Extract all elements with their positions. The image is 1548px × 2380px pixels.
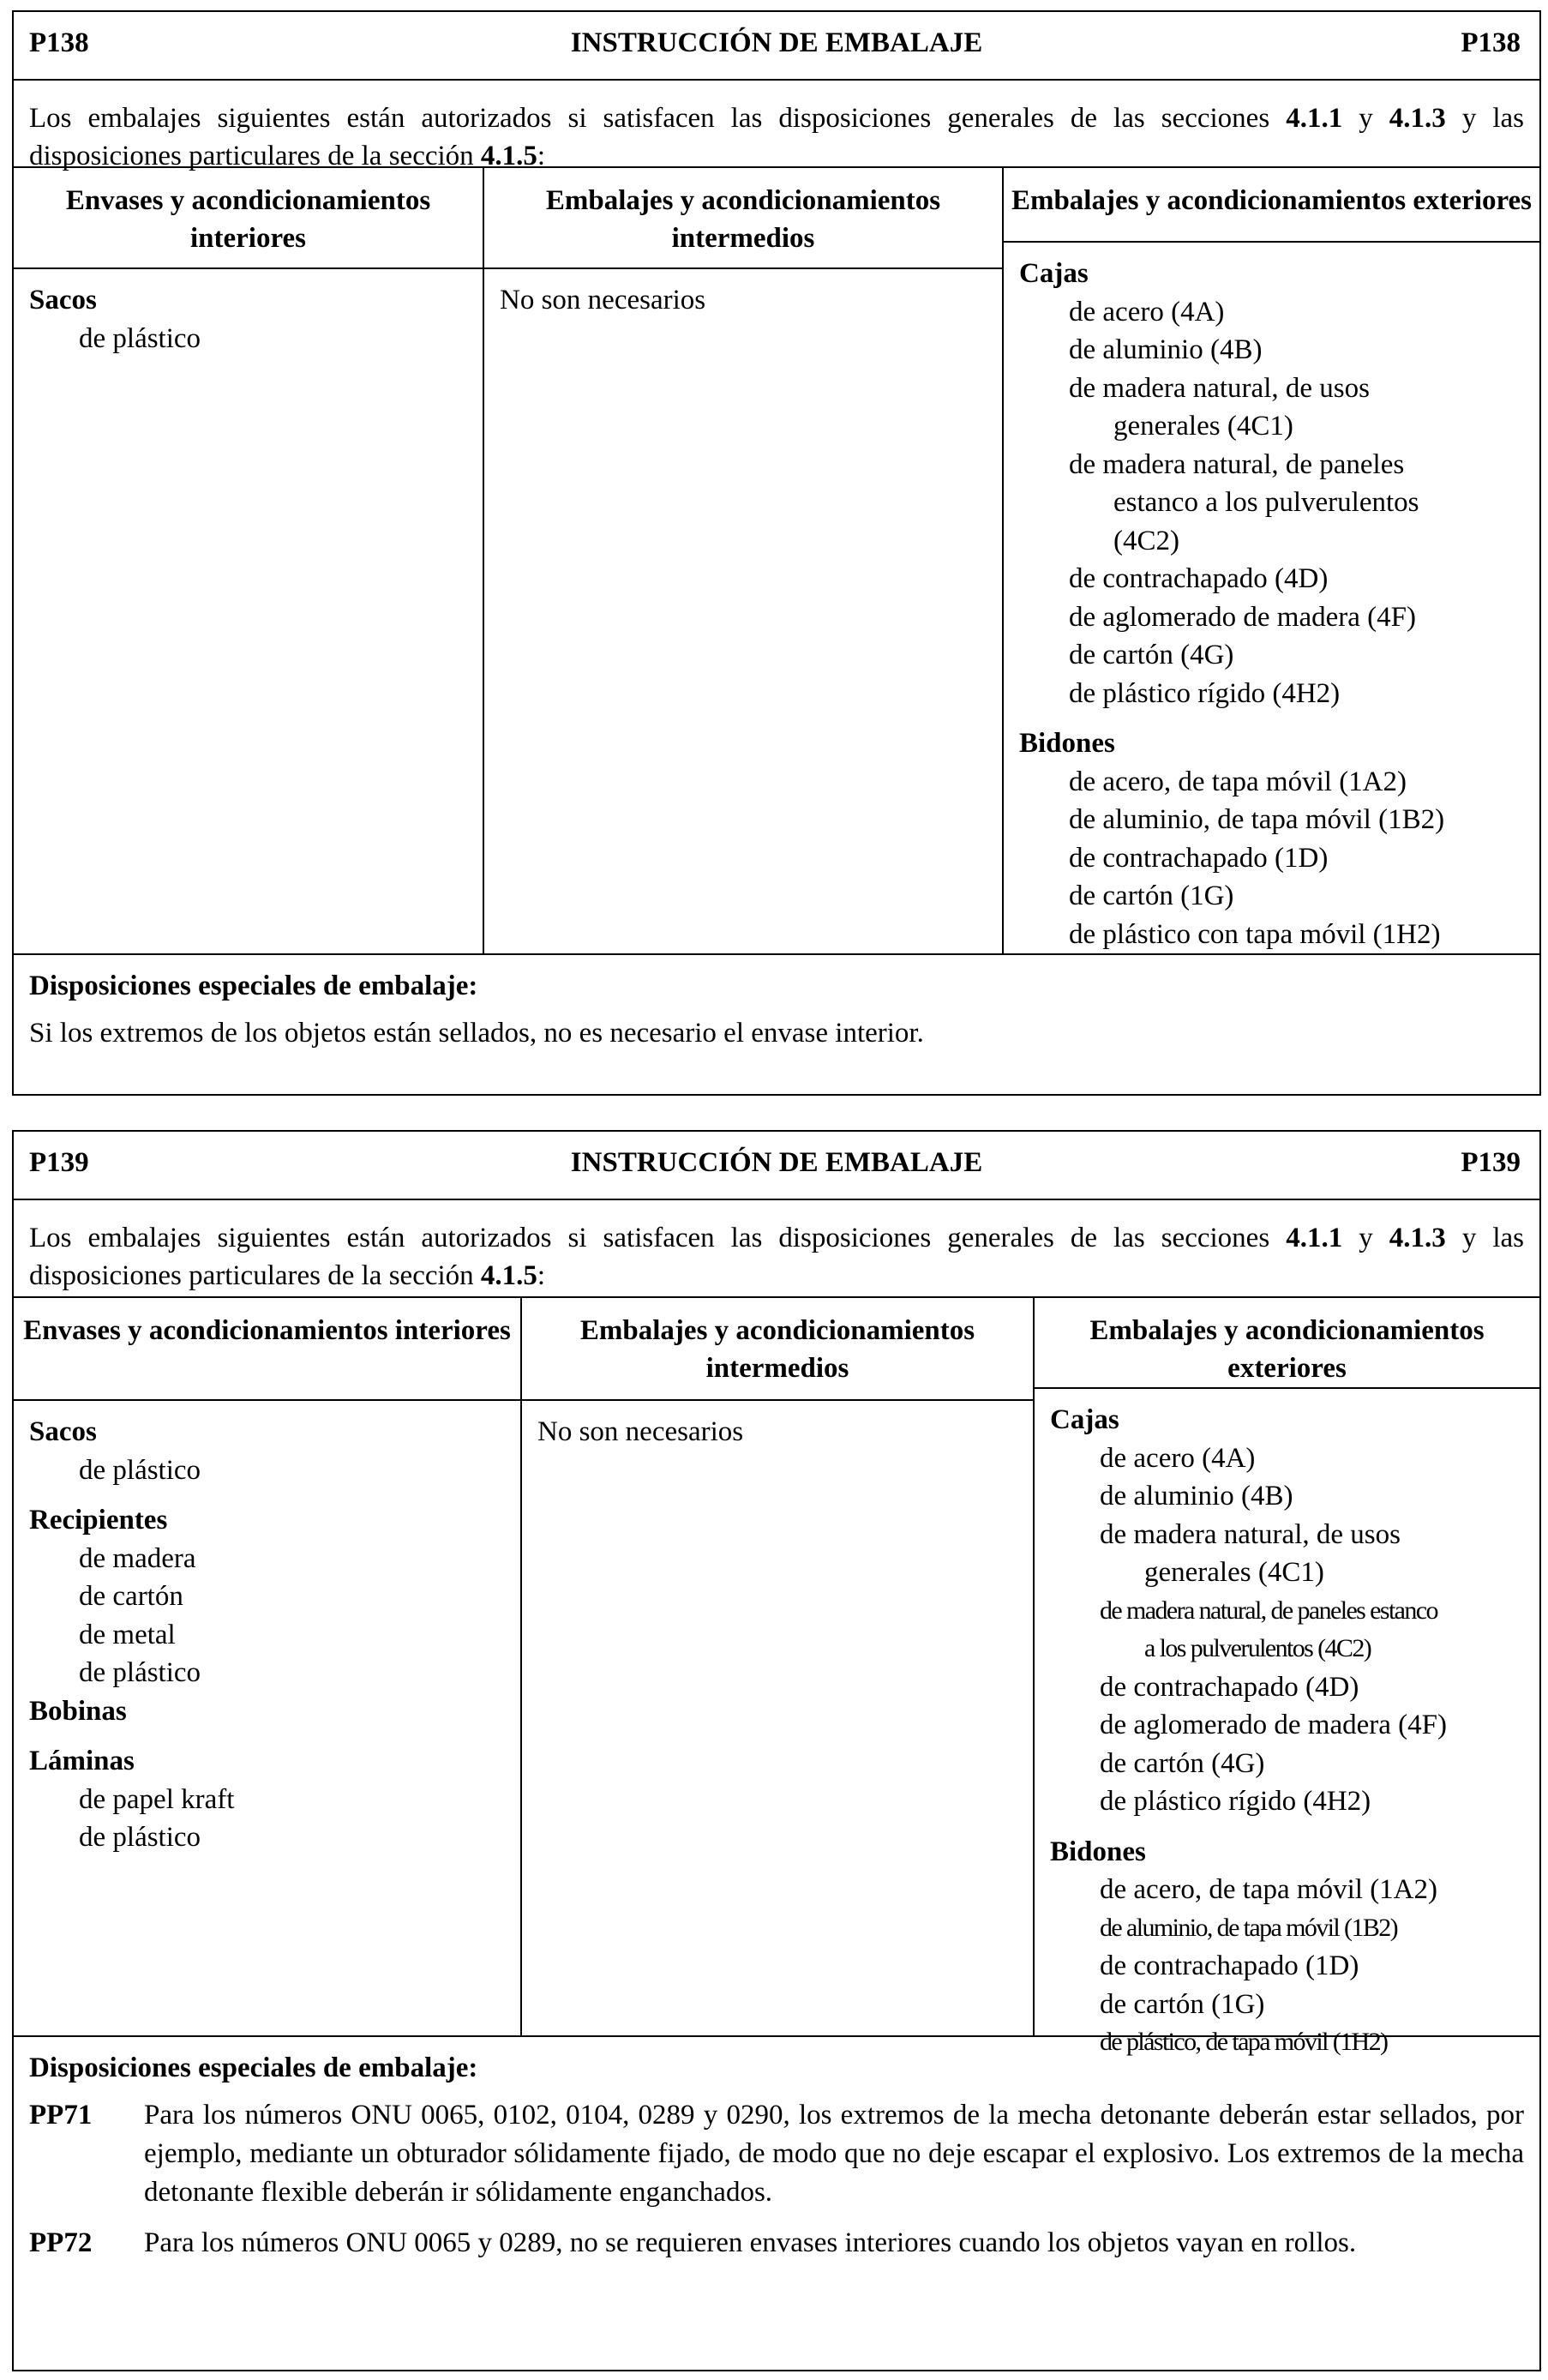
group-cajas: Cajas: [1019, 258, 1089, 289]
list-item: de contrachapado (4D): [1069, 563, 1329, 594]
list-item: de aluminio (4B): [1069, 334, 1263, 365]
column-outer: [1035, 1298, 1539, 2056]
list-item: de madera natural, de usos: [1069, 372, 1370, 404]
provision-pp72: [29, 2224, 1524, 2263]
instruction-title: INSTRUCCIÓN DE EMBALAJE: [570, 1147, 983, 1178]
packaging-columns: [14, 1298, 1539, 2056]
list-item: de aluminio (4B): [1100, 1481, 1293, 1512]
column-intermediate: [484, 168, 1004, 953]
list-item: de acero, de tapa móvil (1A2): [1069, 766, 1407, 797]
list-item: de cartón (1G): [1069, 880, 1234, 911]
list-item: de madera natural, de paneles estanco: [1100, 1596, 1437, 1625]
special-provisions-title: Disposiciones especiales de embalaje:: [29, 2052, 478, 2083]
group-sacos: Sacos: [29, 285, 97, 316]
intro-text: y las disposiciones particulares de la sección: [29, 1223, 1525, 1291]
list-item: generales (4C1): [1113, 411, 1293, 442]
list-item: estanco a los pulverulentos: [1113, 487, 1419, 518]
group-bidones: Bidones: [1019, 728, 1115, 759]
provision-text: Para los números ONU 0065 y 0289, no se requieren envases interiores cuando los objetos vayan en rollos.: [144, 2227, 1357, 2258]
intro-text: y: [1342, 103, 1389, 134]
group-sacos: Sacos: [29, 1416, 97, 1447]
list-item: de acero, de tapa móvil (1A2): [1100, 1874, 1438, 1905]
column-outer: [1004, 168, 1539, 953]
group-recipientes: Recipientes: [29, 1505, 168, 1536]
column-header-intermediate: Embalajes y acondicionamientos intermedios: [522, 1298, 1033, 1401]
list-item: de cartón (1G): [1100, 1988, 1265, 2020]
instruction-header: [14, 1132, 1539, 1200]
list-item: de plástico, de tapa móvil (1H2): [1100, 2028, 1388, 2056]
special-provisions-text: Si los extremos de los objetos están sellados, no es necesario el envase interior.: [29, 1018, 924, 1049]
intro-text: :: [537, 1260, 546, 1291]
column-body-intermediate: [522, 1401, 1033, 2035]
list-item: de plástico rígido (4H2): [1069, 677, 1341, 709]
list-item: de metal: [79, 1619, 176, 1650]
column-header-inner: Envases y acondicionamientos interiores: [14, 168, 483, 269]
list-item: de madera natural, de usos: [1100, 1518, 1401, 1550]
section-ref: 4.1.1: [1286, 103, 1343, 134]
list-item: a los pulverulentos (4C2): [1144, 1634, 1371, 1662]
packing-instruction-p138: [12, 10, 1541, 1096]
column-intermediate: [522, 1298, 1035, 2035]
instruction-code-right: P138: [1461, 27, 1521, 58]
list-item: generales (4C1): [1144, 1557, 1324, 1588]
instruction-code-left: P138: [29, 27, 89, 58]
list-item: de plástico: [79, 322, 201, 354]
column-body-outer: [1035, 1389, 1539, 2062]
intro-paragraph: [14, 1200, 1539, 1298]
column-header-intermediate: Embalajes y acondicionamientos intermedios: [484, 168, 1002, 269]
instruction-header: [14, 12, 1539, 81]
list-item: de plástico rígido (4H2): [1100, 1786, 1371, 1817]
intermediate-text: No son necesarios: [537, 1416, 744, 1447]
list-item: de papel kraft: [79, 1783, 235, 1815]
column-header-outer: Embalajes y acondicionamientos exteriores: [1004, 168, 1539, 243]
list-item: de aluminio, de tapa móvil (1B2): [1069, 804, 1445, 835]
packing-instruction-p139: [12, 1130, 1541, 2371]
list-item: (4C2): [1113, 525, 1179, 556]
intro-text: :: [537, 141, 546, 171]
provision-code: PP71: [29, 2100, 93, 2131]
list-item: de plástico: [79, 1657, 201, 1688]
list-item: de contrachapado (1D): [1100, 1950, 1359, 1981]
instruction-code-right: P139: [1461, 1147, 1521, 1178]
provision-code: PP72: [29, 2227, 93, 2258]
list-item: de aglomerado de madera (4F): [1069, 601, 1416, 633]
list-item: de contrachapado (1D): [1069, 842, 1329, 874]
list-item: de madera: [79, 1542, 196, 1574]
list-item: de plástico: [79, 1454, 201, 1486]
column-body-inner: [14, 1401, 520, 2035]
list-item: de cartón (4G): [1100, 1747, 1265, 1779]
column-header-inner: Envases y acondicionamientos interiores: [14, 1298, 520, 1401]
provision-text: Para los números ONU 0065, 0102, 0104, 0289 y 0290, los extremos de la mecha detonante deberán estar sellados, por ejemplo, mediante un obturador sólidamente fijado, de modo que no deje escapar el explosivo. Los extremos de la mecha detonante flexible deberán ir sólidamente enganchados.: [144, 2100, 1524, 2208]
intro-paragraph: [14, 81, 1539, 171]
list-item: de plástico con tapa móvil (1H2): [1069, 918, 1441, 950]
special-provisions: [14, 2037, 1539, 2263]
list-item: de cartón (4G): [1069, 640, 1234, 670]
section-ref: 4.1.3: [1389, 1223, 1446, 1253]
intro-text: y: [1342, 1223, 1389, 1253]
special-provisions: [14, 955, 1539, 1053]
group-bidones: Bidones: [1050, 1836, 1146, 1867]
column-body-outer: [1004, 243, 1539, 953]
list-item: de madera natural, de paneles: [1069, 448, 1405, 480]
list-item: de cartón: [79, 1581, 183, 1612]
section-ref: 4.1.5: [480, 1260, 537, 1291]
list-item: de contrachapado (4D): [1100, 1671, 1359, 1703]
provision-pp71: [29, 2096, 1524, 2212]
instruction-code-left: P139: [29, 1147, 89, 1178]
intermediate-text: No son necesarios: [500, 285, 706, 316]
intro-text: y las disposiciones particulares de la sección: [29, 103, 1525, 171]
list-item: de plástico: [79, 1822, 201, 1853]
column-inner: [14, 168, 484, 953]
list-item: de aluminio, de tapa móvil (1B2): [1100, 1913, 1398, 1942]
packaging-columns: [14, 168, 1539, 955]
section-ref: 4.1.3: [1389, 103, 1446, 134]
instruction-title: INSTRUCCIÓN DE EMBALAJE: [570, 27, 983, 58]
section-ref: 4.1.1: [1286, 1223, 1343, 1253]
column-header-outer: Embalajes y acondicionamientos exteriores: [1035, 1298, 1539, 1389]
column-body-intermediate: [484, 269, 1002, 953]
list-item: de acero (4A): [1069, 296, 1225, 328]
special-provisions-title: Disposiciones especiales de embalaje:: [29, 971, 478, 1001]
column-body-inner: [14, 269, 483, 953]
intro-text: Los embalajes siguientes están autorizados si satisfacen las disposiciones generales de las secciones: [29, 103, 1287, 134]
section-ref: 4.1.5: [480, 141, 537, 171]
group-bobinas: Bobinas: [29, 1695, 127, 1727]
list-item: de acero (4A): [1100, 1442, 1256, 1474]
list-item: de aglomerado de madera (4F): [1100, 1710, 1447, 1740]
intro-text: Los embalajes siguientes están autorizados si satisfacen las disposiciones generales de las secciones: [29, 1223, 1287, 1253]
column-inner: [14, 1298, 522, 2035]
group-laminas: Láminas: [29, 1746, 135, 1776]
group-cajas: Cajas: [1050, 1404, 1119, 1435]
